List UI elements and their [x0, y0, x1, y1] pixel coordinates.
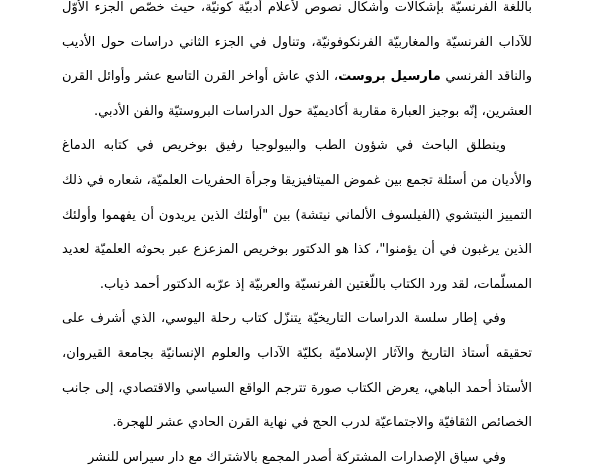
- paragraph-1-text-end: ، الذي عاش أواخر القرن التاسع عشر وأوائل القرن العشرين، إنّه بوجيز العبارة مقاربة أكاديميّة حول الدراسات البروستيّة والفن الأدبي.: [62, 69, 532, 119]
- paragraph-1-text-start: باللّغة الفرنسيّة بإشكالات وأشكال نصوص لأعلام أدبيّة كونيّة، حيث خصّص الجزء الأوّل للآداب الفرنسيّة والمغاربيّة الفرنكوفونيّة، وتناول في الجزء الثاني دراسات حول الأديب والناقد الفرنسي: [62, 0, 532, 85]
- author-name-bold: مارسيل بروست: [338, 69, 441, 85]
- paragraph-4: وفي سياق الإصدارات المشتركة أصدر المجمع بالاشتراك مع دار سيراس للنشر: [87, 449, 506, 465]
- paragraph-3: وفي إطار سلسة الدراسات التاريخيّة يتنزّل كتاب رحلة اليوسي، الذي أشرف على تحقيقه أستاذ التاريخ والآثار الإسلاميّة بكليّة الآداب والعلوم الإنسانيّة بجامعة القيروان، الأستاذ أحمد الباهي، يعرض الكتاب صورة تترجم الواقع السياسي والاقتصادي، إلى جانب الخصائص الثقافيّة والاجتماعيّة لدرب الحج في نهاية القرن الحادي عشر للهجرة.: [62, 311, 532, 431]
- document-body: [62, 0, 532, 475]
- paragraph-1: [62, 0, 532, 129]
- paragraph-2: وينطلق الباحث في شؤون الطب والبيولوجيا رفيق بوخريص في كتابه الدماغ والأديان من أسئلة تجمع بين غموض الميتافيزيقا وجرأة الحفريات العلميّة، شعاره في ذلك التمييز النيتشوي (الفيلسوف الألماني نيتشة) بين "أولئك الذين يريدون أن يفهموا وأولئك الذين يرغبون في أن يؤمنوا"، كذا هو الدكتور بوخريص المزعزع عبر بحوثه العلميّة لعديد المسلّمات، لقد ورد الكتاب باللّغتين الفرنسيّة والعربيّة إذ عرّبه الدكتور أحمد ذياب.: [62, 138, 532, 292]
